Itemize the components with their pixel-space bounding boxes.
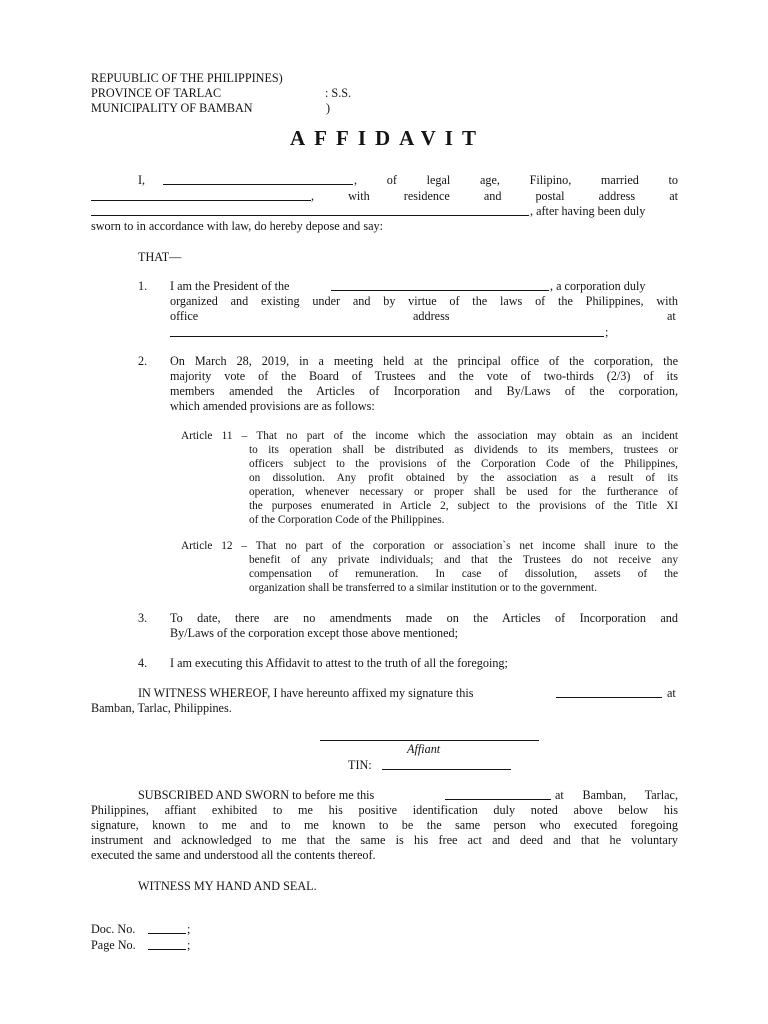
item-2-line-2: majority vote of the Board of Trustees and the vote of two-thirds (2/3) of its [170, 369, 678, 383]
page-no-end: ; [187, 938, 191, 952]
caption-republic: REPUUBLIC OF THE PHILIPPINES) [91, 71, 283, 85]
jurat-line-5: executed the same and understood all the contents thereof. [91, 848, 376, 862]
affiant-label: Affiant [407, 742, 441, 756]
item-4-number: 4. [138, 656, 148, 670]
article-11-line-4: on dissolution. Any profit obtained by the association as a result of its [249, 472, 678, 484]
address-blank[interactable] [91, 215, 529, 216]
caption-paren: ) [326, 101, 331, 115]
caption-municipality: MUNICIPALITY OF BAMBAN [91, 101, 253, 115]
affiant-signature-line[interactable] [320, 740, 539, 741]
spouse-blank[interactable] [91, 200, 311, 201]
article-11-line-5: operation, whenever necessary or proper shall be used for the furtherance of [249, 486, 678, 498]
jurat-line-1: SUBSCRIBED AND SWORN to before me this [138, 788, 375, 802]
item-1-text-b: , a corporation duly [550, 279, 646, 293]
article-12-line-2: benefit of any private individuals; and that the Trustees do not receive any [249, 554, 678, 566]
caption-ss: : S.S. [325, 86, 352, 100]
office-address-blank[interactable] [170, 336, 604, 337]
corporation-name-blank[interactable] [331, 290, 549, 291]
item-1-number: 1. [138, 279, 148, 293]
item-1-text-a: I am the President of the [170, 279, 290, 293]
that-label: THAT— [138, 250, 182, 264]
intro-sworn: sworn to in accordance with law, do hereby depose and say: [91, 219, 383, 233]
jurat-date-blank[interactable] [445, 799, 551, 800]
witness-at: at [667, 686, 676, 700]
article-12-line-3: compensation of remuneration. In case of dissolution, assets of the [249, 568, 678, 580]
article-11-line-2: to its operation shall be distributed as dividends to its members, trustees or [249, 444, 678, 456]
signature-date-blank[interactable] [556, 697, 662, 698]
witness-line-1: IN WITNESS WHEREOF, I have hereunto affixed my signature this [138, 686, 474, 700]
tin-label: TIN: [348, 758, 372, 772]
jurat-line-4: instrument and acknowledged to me that the same is his free act and deed and that he voluntary [91, 833, 678, 847]
article-11-line-1: Article 11 – That no part of the income which the association may obtain as an incident [181, 430, 678, 442]
jurat-line-1-end: at Bamban, Tarlac, [555, 788, 678, 802]
doc-no-end: ; [187, 922, 191, 936]
article-12-line-4: organization shall be transferred to a similar institution or to the government. [249, 582, 598, 594]
tin-blank[interactable] [382, 769, 511, 770]
item-2-line-1: On March 28, 2019, in a meeting held at the principal office of the corporation, the [170, 354, 678, 368]
intro-legal-age: , of legal age, Filipino, married to [354, 173, 678, 187]
doc-no-label: Doc. No. [91, 922, 136, 936]
item-3-line-1: To date, there are no amendments made on the Articles of Incorporation and [170, 611, 678, 625]
name-blank[interactable] [163, 184, 353, 185]
hand-and-seal: WITNESS MY HAND AND SEAL. [138, 879, 317, 893]
article-11-line-7: of the Corporation Code of the Philippines. [249, 514, 445, 526]
item-1-office: office [170, 309, 199, 323]
article-11-line-3: officers subject to the provisions of the Corporation Code of the Philippines, [249, 458, 678, 470]
item-3-number: 3. [138, 611, 148, 625]
item-2-line-3: members amended the Articles of Incorporation and By/Laws of the corporation, [170, 384, 678, 398]
item-2-number: 2. [138, 354, 148, 368]
item-4-line-1: I am executing this Affidavit to attest to the truth of all the foregoing; [170, 656, 508, 670]
item-1-text-c: organized and existing under and by virtue of the laws of the Philippines, with [170, 294, 678, 308]
item-3-line-2: By/Laws of the corporation except those above mentioned; [170, 626, 459, 640]
caption-province: PROVINCE OF TARLAC [91, 86, 222, 100]
jurat-line-2: Philippines, affiant exhibited to me his positive identification duly noted above below his [91, 803, 678, 817]
intro-i: I, [138, 173, 146, 187]
item-1-at: at [667, 309, 676, 323]
intro-residence: , with residence and postal address at [311, 189, 678, 203]
doc-no-blank[interactable] [148, 933, 186, 934]
intro-after: , after having been duly [530, 204, 646, 218]
jurat-line-3: signature, known to me and to me known to be the same person who executed foregoing [91, 818, 678, 832]
page-no-label: Page No. [91, 938, 136, 952]
article-11-line-6: the purposes enumerated in Article 2, subject to the provisions of the Title XI [249, 500, 678, 512]
witness-line-2: Bamban, Tarlac, Philippines. [91, 701, 232, 715]
page-no-blank[interactable] [148, 949, 186, 950]
item-2-line-4: which amended provisions are as follows: [170, 399, 375, 413]
document-title: AFFIDAVIT [290, 126, 485, 150]
article-12-line-1: Article 12 – That no part of the corporation or association`s net income shall inure to the [181, 540, 678, 552]
item-1-address: address [413, 309, 450, 323]
item-1-semicolon: ; [605, 325, 609, 339]
